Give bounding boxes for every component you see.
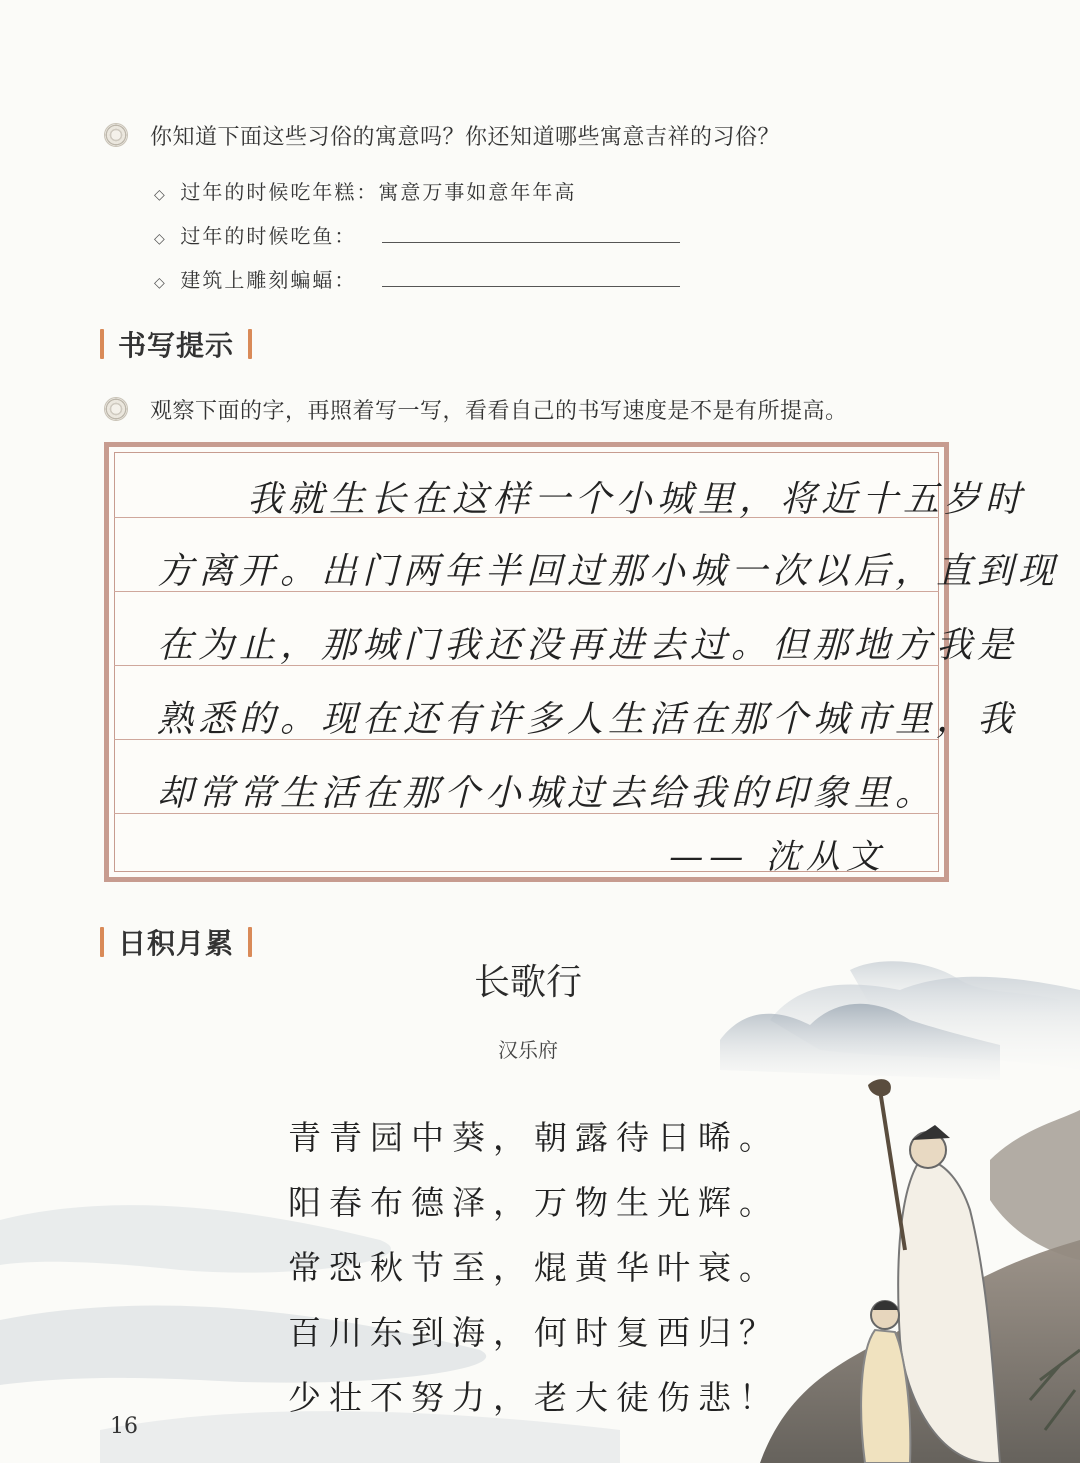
child-hair: [873, 1301, 898, 1310]
heading-bar: [248, 329, 252, 359]
staff-top: [868, 1079, 891, 1096]
item-answer: 寓意万事如意年年高: [378, 180, 577, 204]
staff: [880, 1090, 905, 1250]
handwritten-line: 在为止，那城门我还没再进去过。但那地方我是: [157, 625, 1019, 666]
poem-line: 少壮不努力，老大徒伤悲！: [288, 1378, 780, 1417]
diamond-icon: ◇: [154, 275, 165, 291]
signature: —— 沈从文: [669, 837, 886, 877]
heading-bar: [248, 927, 252, 957]
bullet-icon: [104, 397, 128, 421]
diamond-icon: ◇: [154, 231, 165, 247]
section-heading-writing: [100, 324, 252, 364]
question-text: 你知道下面这些习俗的寓意吗？你还知道哪些寓意吉祥的习俗？: [150, 125, 781, 150]
item-label: 过年的时候吃年糕：: [180, 180, 379, 204]
poem-line: 青青园中葵，朝露待日晞。: [288, 1118, 780, 1157]
bullet-icon: [104, 123, 128, 147]
handwriting-box: [104, 442, 1060, 882]
handwritten-line: 却常常生活在那个小城过去给我的印象里。: [157, 773, 937, 814]
heading-bar: [100, 927, 104, 957]
poem-line: 常恐秋节至，焜黄华叶衰。: [288, 1248, 780, 1287]
item-label: 过年的时候吃鱼：: [180, 224, 357, 248]
handwritten-line: 我就生长在这样一个小城里，将近十五岁时: [247, 479, 1027, 520]
rock-shape: [990, 1110, 1080, 1260]
handwritten-line: 熟悉的。现在还有许多人生活在那个城市里，我: [157, 699, 1019, 740]
poem-line: 百川东到海，何时复西归？: [288, 1313, 780, 1352]
poem-author: 汉乐府: [498, 1038, 558, 1062]
poem-title: 长歌行: [473, 962, 582, 1003]
heading-label: 日积月累: [118, 927, 235, 960]
instruction-text: 观察下面的字，再照着写一写，看看自己的书写速度是不是有所提高。: [150, 399, 848, 424]
heading-label: 书写提示: [118, 329, 235, 362]
handwritten-line: 方离开。出门两年半回过那小城一次以后，直到现: [157, 551, 1060, 592]
page-number: 16: [110, 1414, 138, 1439]
scholar-hat: [912, 1125, 950, 1140]
list-item: [154, 176, 576, 205]
poem-line: 阳春布德泽，万物生光辉。: [288, 1183, 780, 1222]
heading-bar: [100, 329, 104, 359]
diamond-icon: ◇: [154, 187, 165, 203]
answer-blank[interactable]: [382, 286, 680, 287]
list-item: [154, 264, 356, 293]
item-label: 建筑上雕刻蝙蝠：: [180, 268, 357, 292]
list-item: [154, 220, 356, 249]
answer-blank[interactable]: [382, 242, 680, 243]
